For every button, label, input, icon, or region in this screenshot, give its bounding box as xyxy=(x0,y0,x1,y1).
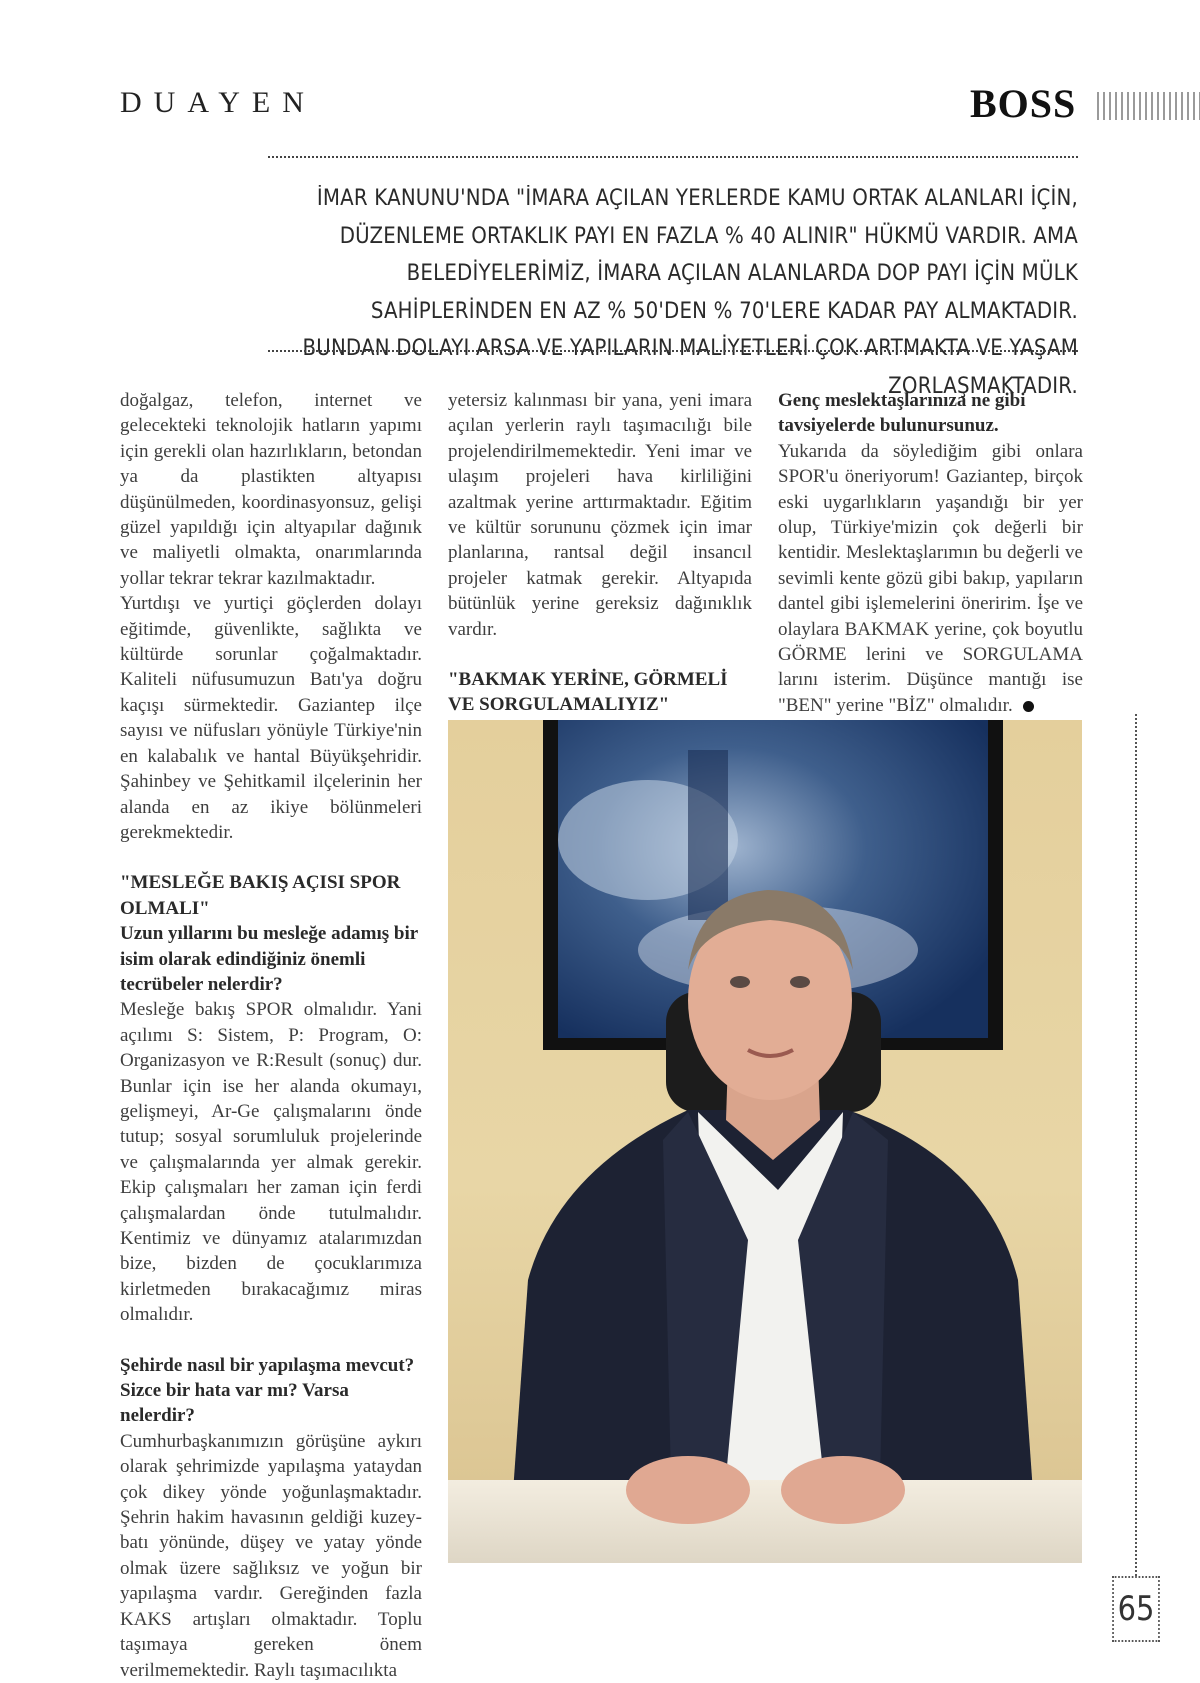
text-column-2 xyxy=(448,388,752,718)
section-label: DUAYEN xyxy=(120,86,316,119)
interview-answer: Mesleğe bakış SPOR olmalıdır. Yani açılımı S: Sistem, P: Program, O: Organizasyon ve R:Result (sonuç) dur. Bunlar için ise her alanda okumayı, gelişmeyi, Ar-Ge çalışmalarını önde tutup; sosyal sorumluluk projelerinde ve çalışmalarında yer almak gerekir. Ekip çalışmaları her zaman için ferdi çalışmalardan önde tutulmalıdır. Kentimiz ve dünyamız atalarımızdan bize, bizden de çocuklarımıza kirletmeden bırakacağımız miras olmalıdır. xyxy=(120,999,422,1326)
answer-text: Yukarıda da söylediğim gibi onlara SPOR'u öneriyorum! Gaziantep, birçok eski uygarlıkların yaşandığı bir yer olup, Türkiye'mizin çok değerli bir kentidir. Meslektaşlarımın bu değerli ve sevimli kente gözü gibi bakıp, yapıların dantel gibi işlemelerini öneririm. İşe ve olaylara BAKMAK yerine, çok boyutlu GÖRME lerini ve SORGULAMA larını isterim. Düşünce mantığı ise "BEN" yerine "BİZ" olmalıdır. xyxy=(778,440,1083,716)
paragraph: yetersiz kalınması bir yana, yeni imara açılan yerlerin raylı taşımacılığı bile projelendirilmemektedir. Yeni imar ve ulaşım projeleri hava kirliliğini azaltmak yerine arttırmaktadır. Eğitim ve kültür sorununu çözmek için imar planlarına, rantsal değil insancıl projeler katmak gerekir. Altyapıda bütünlük yerine gereksiz dağınıklık vardır. xyxy=(448,390,752,640)
text-column-1 xyxy=(120,388,422,1683)
subheading: "MESLEĞE BAKIŞ AÇISI SPOR OLMALI" xyxy=(120,872,401,919)
pull-quote: İMAR KANUNU'NDA "İMARA AÇILAN YERLERDE KAMU ORTAK ALANLARI İÇİN, DÜZENLEME ORTAKLIK PAYI EN FAZLA % 40 ALINIR" HÜKMÜ VARDIR. AMA BELEDİYELERİMİZ, İMARA AÇILAN ALANLARDA DOP PAYI İÇİN MÜLK SAHİPLERİNDEN EN AZ % 50'DEN % 70'LERE KADAR PAY ALMAKTADIR. BUNDAN DOLAYI ARSA VE YAPILARIN MALİYETLERİ ÇOK ARTMAKTA VE YAŞAM ZORLAŞMAKTADIR. xyxy=(302,186,1079,399)
magazine-brand: BOSS xyxy=(970,81,1077,126)
paragraph: doğalgaz, telefon, internet ve gelecekteki teknolojik hatların yapımı için gerekli olan hazırlıkların, betondan ya da plastikten altyapısı düşünülmeden, koordinasyonsuz, gelişi güzel yapıldığı için altyapılar dağınık ve maliyetli olmakta, onarımlarında yollar tekrar tekrar kazılmaktadır. xyxy=(120,390,422,589)
interview-answer: Cumhurbaşkanımızın görüşüne aykırı olarak şehrimizde yapılaşma yataydan çok dikey yönde yoğunlaşmaktadır. Şehrin hakim havasının geldiği kuzey-batı yönünde, düşey ve yatay yönde olmak üzere sağlıksız ve yoğun bir yapılaşma vardır. Gereğinden fazla KAKS artışları olmaktadır. Toplu taşımaya gereken önem verilmemektedir. Raylı taşımacılıkta xyxy=(120,1430,422,1681)
margin-dotted-rule xyxy=(1135,714,1137,1576)
interview-answer xyxy=(778,439,1083,718)
subheading: "BAKMAK YERİNE, GÖRMELİ VE SORGULAMALIYIZ" xyxy=(448,669,728,716)
interview-question: Genç meslektaşlarınıza ne gibi tavsiyelerde bulunursunuz. xyxy=(778,390,1026,437)
interview-question: Şehirde nasıl bir yapılaşma mevcut? Sizce bir hata var mı? Varsa nelerdir? xyxy=(120,1354,415,1427)
interview-question: Uzun yıllarını bu mesleğe adamış bir isim olarak edindiğiniz önemli tecrübeler nelerdir? xyxy=(120,923,418,995)
end-mark-icon xyxy=(1023,701,1034,712)
portrait-photo xyxy=(448,720,1082,1563)
pull-quote-bottom-divider xyxy=(268,350,1078,352)
page-number: 65 xyxy=(1112,1576,1160,1642)
text-column-3 xyxy=(778,388,1083,718)
pull-quote-top-divider xyxy=(268,156,1078,158)
barcode-decoration xyxy=(1097,92,1200,120)
paragraph: Yurtdışı ve yurtiçi göçlerden dolayı eğitimde, güvenlikte, sağlıkta ve kültürde sorunlar çoğalmaktadır. Kaliteli nüfusumuzun Batı'ya doğru kaçışı sürmektedir. Gaziantep ilçe sayısı ve nüfusları yönüyle Türkiye'nin en kalabalık ve hantal Büyükşehridir. Şahinbey ve Şehitkamil ilçelerinin her alanda en az ikiye bölünmeleri gerekmektedir. xyxy=(120,593,422,843)
